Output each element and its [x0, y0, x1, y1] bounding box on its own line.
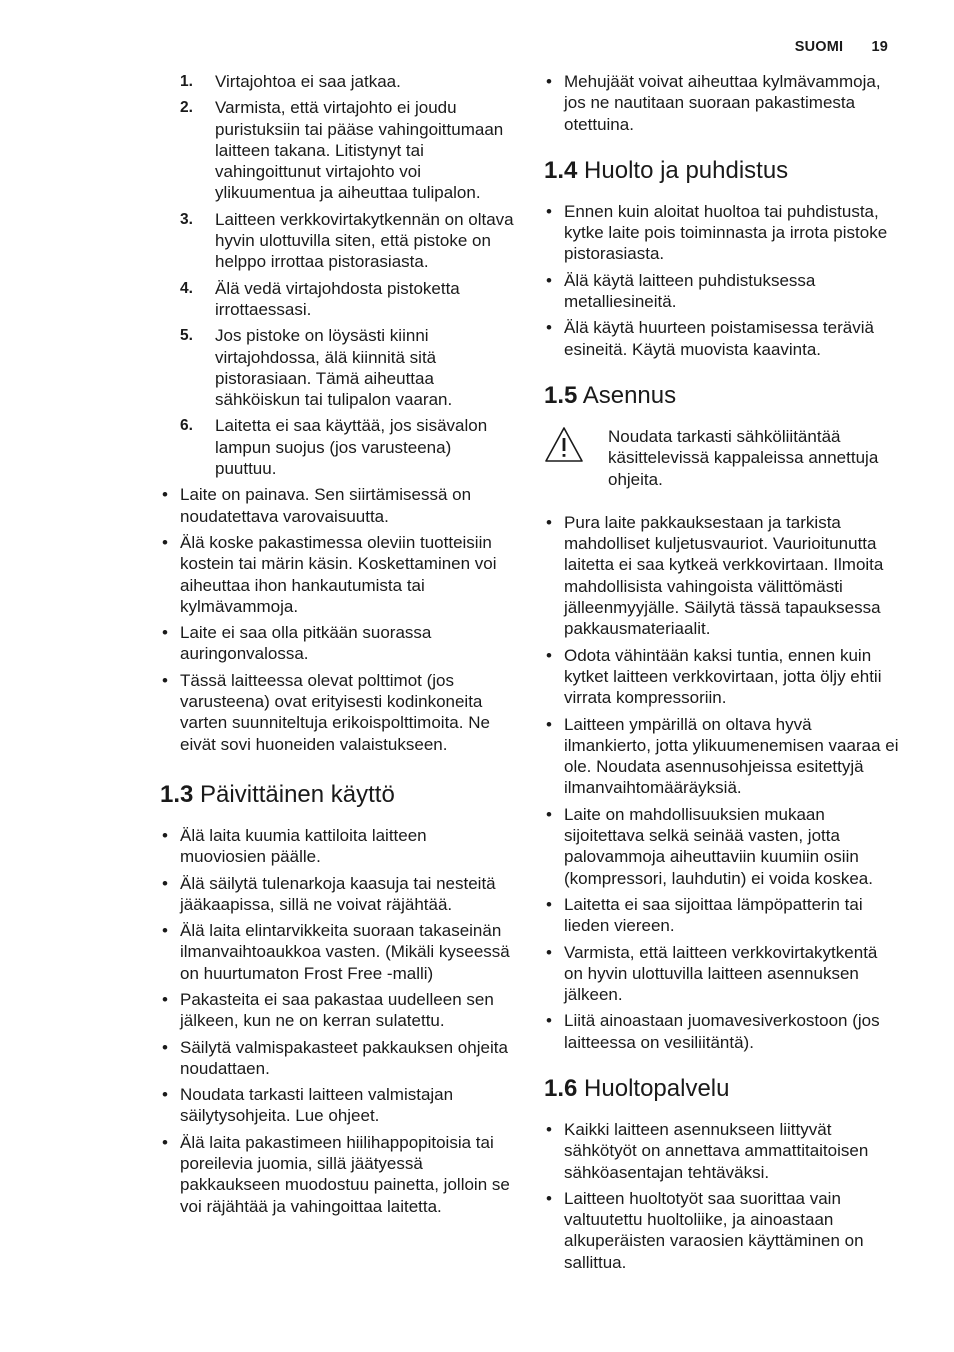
numbered-item	[180, 71, 515, 92]
bullet-item: • Laitteen ympärillä on oltava hyvä ilmankierto, jotta ylikuumenemisen vaaraa ei ole. Noudata asennusohjeissa esitettyjä ilmanvaihtomääräyksiä.	[544, 714, 899, 799]
bullet-item: • Noudata tarkasti laitteen valmistajan säilytysohjeita. Lue ohjeet.	[160, 1084, 515, 1127]
power-cord-numbered-list	[180, 71, 515, 479]
bullet-item: • Liitä ainoastaan juomavesiverkostoon (jos laitteessa on vesiliitäntä).	[544, 1010, 899, 1053]
installation-list	[544, 512, 899, 1053]
page-header	[795, 39, 888, 55]
daily-use-list	[160, 825, 515, 1217]
item-number: 2.	[180, 99, 193, 117]
item-text: Virtajohtoa ei saa jatkaa.	[215, 72, 401, 91]
bullet-item: • Älä laita kuumia kattiloita laitteen muoviosien päälle.	[160, 825, 515, 868]
numbered-item	[180, 325, 515, 410]
section-heading-1-5	[544, 382, 899, 410]
numbered-item	[180, 209, 515, 273]
bullet-item: • Pakasteita ei saa pakastaa uudelleen sen jälkeen, kun ne on kerran sulatettu.	[160, 989, 515, 1032]
section-number: 1.5	[544, 381, 578, 409]
ice-lolly-list	[544, 71, 899, 135]
section-title-text: Huolto ja puhdistus	[584, 156, 789, 184]
numbered-item	[180, 278, 515, 321]
bullet-item: • Laitetta ei saa sijoittaa lämpöpatterin tai lieden viereen.	[544, 894, 899, 937]
bullet-item: • Mehujäät voivat aiheuttaa kylmävammoja, jos ne nautitaan suoraan pakastimesta otettuina.	[544, 71, 899, 135]
section-number: 1.6	[544, 1074, 578, 1102]
warning-text: Noudata tarkasti sähköliitäntää käsittelevissä kappaleissa annettuja ohjeita.	[608, 426, 879, 489]
care-cleaning-list	[544, 201, 899, 360]
warning-note	[544, 426, 899, 490]
item-text: Laitteen verkkovirtakytkennän on oltava hyvin ulottuvilla siten, että pistoke on helppo irrottaa pistorasiasta.	[215, 209, 514, 272]
numbered-item	[180, 97, 515, 203]
item-text: Älä vedä virtajohdosta pistoketta irrottaessasi.	[215, 278, 460, 319]
bullet-item: • Älä käytä laitteen puhdistuksessa metalliesineitä.	[544, 270, 899, 313]
language-label: SUOMI	[794, 39, 844, 55]
section-heading-1-6	[544, 1075, 899, 1103]
numbered-item	[180, 415, 515, 479]
bullet-item: • Kaikki laitteen asennukseen liittyvät sähkötyöt on annettava ammattitaitoisen sähköasentajan tehtäväksi.	[544, 1119, 899, 1183]
service-list	[544, 1119, 899, 1273]
warning-triangle-icon	[544, 426, 584, 464]
section-title-text: Asennus	[582, 381, 677, 409]
bullet-item: • Laitteen huoltotyöt saa suorittaa vain valtuutettu huoltoliike, ja ainoastaan alkuperäisten varaosien käyttäminen on sallittua.	[544, 1188, 899, 1273]
item-text: Laitetta ei saa käyttää, jos sisävalon lampun suojus (jos varusteena) puuttuu.	[215, 416, 488, 479]
bullet-item: • Laite on mahdollisuuksien mukaan sijoitettava selkä seinää vasten, jotta palovammoja aiheuttaviin kuumiin osiin (kompressori, lauhdutin) ei voida koskea.	[544, 804, 899, 889]
item-number: 6.	[180, 417, 193, 435]
bullet-item: • Älä laita pakastimeen hiilihappopitoisia tai poreilevia juomia, sillä jäätyessä pakkaukseen muodostuu painetta, jolloin se voi räjähtää ja vahingoittaa laitetta.	[160, 1132, 515, 1217]
bullet-item: • Ennen kuin aloitat huoltoa tai puhdistusta, kytke laite pois toiminnasta ja irrota pistoke pistorasiasta.	[544, 201, 899, 265]
bullet-item: • Odota vähintään kaksi tuntia, ennen kuin kytket laitteen verkkovirtaan, jotta öljy ehtii virrata kompressoriin.	[544, 645, 899, 709]
bullet-item: • Älä käytä huurteen poistamisessa teräviä esineitä. Käytä muovista kaavinta.	[544, 317, 899, 360]
bullet-item: • Varmista, että laitteen verkkovirtakytkentä on hyvin ulottuvilla laitteen asennuksen jälkeen.	[544, 942, 899, 1006]
bullet-item: • Säilytä valmispakasteet pakkauksen ohjeita noudattaen.	[160, 1037, 515, 1080]
section-heading-1-4	[544, 157, 899, 185]
bullet-item: • Älä laita elintarvikkeita suoraan takaseinän ilmanvaihtoaukkoa vasten. (Mikäli kyseessä on huurtumaton Frost Free -malli)	[160, 920, 515, 984]
general-safety-list	[160, 484, 515, 755]
item-number: 3.	[180, 210, 193, 228]
left-column	[160, 71, 515, 1222]
item-text: Varmista, että virtajohto ei joudu puristuksiin tai pääse vahingoittumaan laitteen takana. Litistynyt tai vahingoittunut virtajohto voi ylikuumentua ja aiheuttaa tulipalon.	[215, 98, 504, 203]
section-number: 1.3	[160, 780, 194, 808]
section-title-text: Päivittäinen käyttö	[200, 780, 395, 808]
bullet-item: • Älä koske pakastimessa oleviin tuotteisiin kostein tai märin käsin. Koskettaminen voi aiheuttaa ihon hankautumista tai kylmävammoja.	[160, 532, 515, 617]
right-column	[544, 71, 899, 1278]
section-title-text: Huoltopalvelu	[584, 1074, 730, 1102]
page-number: 19	[871, 39, 888, 55]
section-number: 1.4	[544, 156, 578, 184]
bullet-item: • Pura laite pakkauksestaan ja tarkista mahdolliset kuljetusvauriot. Vaurioitunutta laitetta ei saa kytkeä verkkovirtaan. Ilmoita mahdollisista vahingoista välittömästi jälleenmyyjälle. Säilytä tässä tapauksessa pakkausmateriaalit.	[544, 512, 899, 640]
item-number: 4.	[180, 279, 193, 297]
bullet-item: • Laite ei saa olla pitkään suorassa auringonvalossa.	[160, 622, 515, 665]
item-text: Jos pistoke on löysästi kiinni virtajohdossa, älä kiinnitä sitä pistorasiaan. Tämä aiheuttaa sähköiskun tai tulipalon vaaran.	[215, 326, 453, 410]
item-number: 5.	[180, 327, 193, 345]
bullet-item: • Älä säilytä tulenarkoja kaasuja tai nesteitä jääkaapissa, sillä ne voivat räjähtää.	[160, 873, 515, 916]
item-number: 1.	[180, 73, 193, 90]
bullet-item: • Laite on painava. Sen siirtämisessä on noudatettava varovaisuutta.	[160, 484, 515, 527]
bullet-item: • Tässä laitteessa olevat polttimot (jos varusteena) ovat erityisesti kodinkoneita varten suunniteltuja erikoispolttimoita. Ne eivät sovi huoneiden valaistukseen.	[160, 670, 515, 755]
section-heading-1-3	[160, 781, 515, 809]
